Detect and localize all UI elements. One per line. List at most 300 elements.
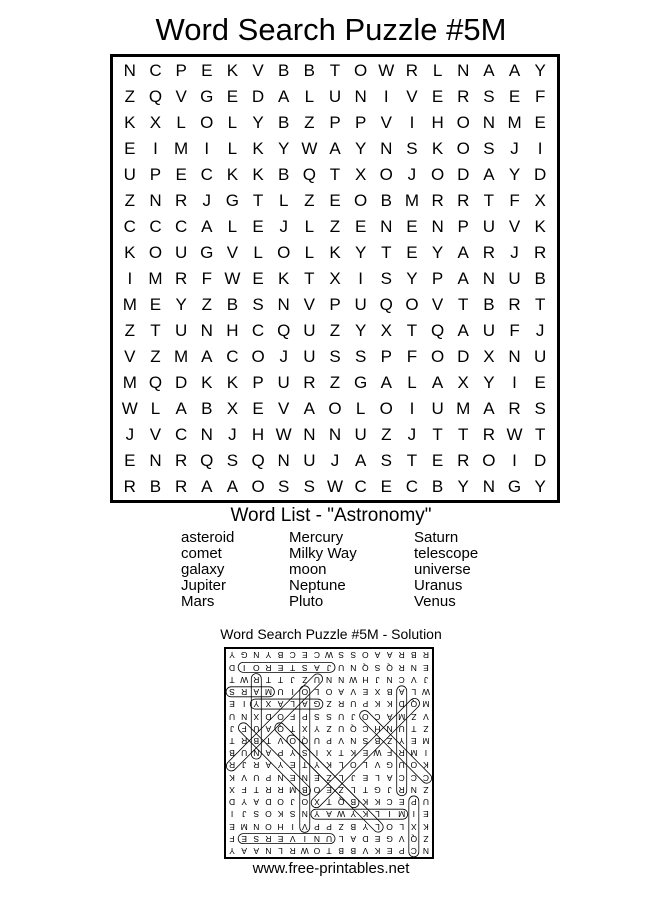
solution-word-outline: [358, 709, 432, 786]
solution-letter: S: [253, 833, 260, 844]
solution-letter: E: [289, 760, 296, 771]
solution-letter: R: [398, 748, 405, 759]
solution-letter: F: [229, 833, 235, 844]
solution-letter: Q: [362, 662, 369, 673]
grid-letter: B: [431, 477, 444, 497]
grid-letter: Y: [354, 242, 367, 262]
solution-letter: A: [253, 846, 260, 857]
grid-letter: E: [252, 268, 264, 288]
solution-letter: R: [265, 662, 272, 673]
grid-letter: R: [174, 477, 188, 497]
solution-letter: A: [326, 809, 332, 820]
grid-letter: C: [251, 321, 265, 341]
grid-letter: T: [406, 451, 418, 471]
grid-letter: Q: [277, 321, 291, 341]
grid-letter: V: [175, 86, 187, 106]
grid-letter: S: [483, 138, 495, 158]
solution-letter: D: [265, 797, 272, 808]
solution-letter: S: [289, 809, 296, 820]
solution-letter: P: [265, 772, 272, 783]
solution-letter: B: [301, 784, 308, 795]
solution-letter: Y: [277, 760, 284, 771]
grid-letter: W: [224, 268, 241, 288]
grid-letter: R: [508, 399, 521, 419]
grid-letter: V: [380, 112, 392, 132]
grid-letter: A: [457, 268, 469, 288]
grid-letter: E: [354, 216, 367, 236]
grid-letter: O: [200, 112, 214, 132]
solution-letter: Q: [410, 699, 418, 710]
solution-letter: X: [326, 748, 332, 759]
solution-letter: R: [241, 687, 248, 698]
solution-letter: T: [229, 736, 235, 747]
solution-letter: C: [362, 723, 369, 734]
grid-letter: Z: [124, 321, 136, 341]
solution-letter: B: [229, 748, 235, 759]
solution-letter: S: [326, 711, 332, 722]
grid-letter: C: [174, 216, 188, 236]
grid-letter: L: [432, 60, 443, 80]
grid-letter: U: [303, 321, 316, 341]
solution-letter: R: [398, 662, 405, 673]
grid-letter: N: [508, 347, 521, 367]
word-list-item: Milky Way: [289, 545, 357, 562]
solution-letter: I: [412, 809, 416, 820]
word-list-item: Mercury: [289, 529, 344, 546]
solution-letter: R: [265, 833, 272, 844]
grid-letter: E: [534, 373, 546, 393]
solution-letter: C: [386, 797, 393, 808]
grid-letter: Z: [329, 321, 341, 341]
solution-letter: N: [241, 711, 248, 722]
grid-letter: N: [431, 216, 444, 236]
solution-letter: U: [229, 711, 236, 722]
grid-letter: A: [354, 451, 367, 471]
solution-letter: X: [301, 723, 308, 734]
grid-letter: J: [125, 425, 135, 445]
solution-letter: X: [411, 821, 417, 832]
solution-letter: K: [374, 699, 381, 710]
solution-letter: B: [277, 650, 284, 661]
solution-letter: K: [277, 809, 284, 820]
grid-letter: W: [326, 477, 344, 497]
grid-letter: V: [303, 295, 316, 315]
grid-letter: B: [278, 112, 290, 132]
grid-letter: R: [457, 190, 470, 210]
solution-letter: A: [398, 687, 405, 698]
grid-letter: N: [200, 425, 213, 445]
word-list-item: universe: [414, 561, 471, 578]
grid-letter: T: [381, 242, 392, 262]
solution-word-outline: [238, 662, 335, 672]
grid-letter: S: [534, 399, 546, 419]
solution-highlights: [226, 649, 432, 857]
solution-letter: T: [277, 674, 284, 685]
grid-letter: S: [483, 86, 495, 106]
grid-letter: E: [252, 399, 264, 419]
grid-letter: M: [122, 295, 137, 315]
grid-letter: O: [482, 451, 496, 471]
grid-letter: N: [457, 60, 470, 80]
grid-letter: Z: [304, 190, 315, 210]
solution-letter: F: [241, 784, 247, 795]
grid-letter: E: [534, 112, 546, 132]
solution-letter: E: [362, 772, 369, 783]
solution-letter: C: [374, 711, 381, 722]
grid-letter: L: [227, 138, 238, 158]
solution-letter: N: [265, 846, 272, 857]
grid-letter: Z: [329, 373, 341, 393]
grid-letter: V: [252, 60, 264, 80]
solution-letter: L: [375, 772, 380, 783]
solution-letter: L: [338, 760, 344, 771]
grid-letter: L: [304, 86, 315, 106]
grid-letter: T: [458, 425, 469, 445]
grid-letter: R: [534, 242, 547, 262]
grid-letter: S: [380, 451, 392, 471]
solution-grid: [224, 647, 434, 859]
grid-letter: E: [329, 190, 341, 210]
solution-letter: S: [253, 809, 260, 820]
solution-letter: V: [374, 760, 381, 771]
solution-letter: A: [241, 846, 248, 857]
grid-letter: E: [431, 451, 444, 471]
solution-letter: J: [242, 760, 247, 771]
solution-letter: R: [253, 674, 260, 685]
grid-letter: J: [510, 138, 519, 158]
grid-letter: E: [175, 164, 187, 184]
solution-letter: Z: [326, 772, 332, 783]
grid-letter: A: [329, 138, 341, 158]
solution-letter: E: [241, 833, 248, 844]
solution-letter: Y: [362, 821, 369, 832]
solution-letter: T: [302, 760, 308, 771]
solution-letter: D: [265, 711, 272, 722]
word-list-item: asteroid: [181, 529, 235, 546]
solution-title: Word Search Puzzle #5M - Solution: [220, 626, 442, 642]
solution-letter: E: [229, 821, 235, 832]
solution-letter: V: [241, 772, 248, 783]
solution-letter: Y: [314, 723, 320, 734]
grid-letter: R: [431, 190, 444, 210]
solution-letter: U: [253, 772, 260, 783]
solution-letter: A: [265, 760, 272, 771]
grid-letter: Z: [124, 190, 136, 210]
grid-letter: U: [508, 268, 521, 288]
solution-letter: D: [229, 797, 236, 808]
solution-letter: G: [386, 760, 393, 771]
solution-letter: V: [301, 821, 308, 832]
grid-letter: O: [277, 242, 291, 262]
grid-letter: P: [457, 216, 469, 236]
grid-letter: X: [534, 190, 546, 210]
word-list-item: Venus: [414, 593, 456, 610]
grid-letter: P: [329, 112, 341, 132]
solution-letter: H: [362, 674, 369, 685]
solution-letter: N: [253, 748, 260, 759]
grid-letter: Q: [251, 451, 265, 471]
solution-letter: J: [290, 797, 295, 808]
solution-letter: S: [362, 736, 369, 747]
grid-letter: X: [483, 347, 495, 367]
solution-letter: V: [338, 736, 344, 747]
solution-letter: L: [399, 821, 405, 832]
solution-letter: N: [350, 662, 357, 673]
solution-letter: U: [338, 662, 345, 673]
grid-letter: M: [148, 268, 163, 288]
solution-letter: W: [421, 687, 430, 698]
grid-letter: R: [123, 477, 136, 497]
solution-letter: Q: [277, 723, 284, 734]
solution-letter: K: [423, 760, 429, 771]
solution-letter: T: [229, 674, 235, 685]
grid-letter: D: [457, 347, 470, 367]
solution-letter: L: [290, 699, 296, 710]
grid-letter: U: [277, 373, 290, 393]
solution-word-outline: [236, 721, 312, 798]
solution-letter: Z: [326, 699, 332, 710]
grid-letter: F: [406, 347, 418, 367]
grid-letter: F: [509, 321, 520, 341]
grid-letter: Q: [302, 164, 316, 184]
solution-letter: R: [253, 760, 260, 771]
grid-letter: W: [121, 399, 138, 419]
solution-letter: I: [291, 821, 294, 832]
solution-letter: Z: [338, 821, 344, 832]
grid-letter: I: [383, 86, 389, 106]
solution-letter: C: [410, 772, 417, 783]
grid-letter: E: [201, 60, 213, 80]
solution-letter: T: [265, 674, 272, 685]
grid-letter: Z: [124, 86, 136, 106]
grid-letter: D: [534, 451, 547, 471]
solution-letter: Y: [398, 736, 405, 747]
solution-letter: S: [314, 711, 320, 722]
solution-letter: F: [290, 711, 296, 722]
grid-letter: O: [379, 164, 393, 184]
solution-letter: R: [398, 784, 405, 795]
site-url: www.free-printables.net: [252, 860, 410, 877]
solution-letter: N: [410, 662, 417, 673]
grid-letter: N: [303, 425, 316, 445]
grid-letter: R: [508, 295, 521, 315]
solution-letter: O: [349, 760, 357, 771]
solution-letter: V: [411, 674, 417, 685]
solution-letter: L: [375, 809, 380, 820]
grid-letter: E: [124, 451, 136, 471]
solution-letter: Y: [229, 650, 235, 661]
grid-letter: Y: [252, 112, 264, 132]
solution-letter: Q: [349, 723, 357, 734]
solution-letter: Z: [423, 784, 429, 795]
solution-letter: U: [241, 748, 248, 759]
grid-letter: U: [174, 321, 188, 341]
solution-letter: T: [411, 723, 417, 734]
word-list-item: Saturn: [414, 529, 459, 546]
solution-letter: R: [265, 784, 272, 795]
solution-letter: N: [253, 821, 260, 832]
solution-letter: K: [229, 772, 235, 783]
grid-letter: A: [201, 347, 213, 367]
solution-letter: N: [338, 674, 345, 685]
solution-letter: Z: [338, 784, 344, 795]
grid-letter: A: [175, 399, 187, 419]
solution-letter: X: [253, 711, 260, 722]
grid-letter: U: [123, 164, 136, 184]
grid-letter: N: [482, 112, 496, 132]
grid-letter: A: [380, 373, 392, 393]
grid-letter: Y: [175, 295, 187, 315]
solution-letter: P: [277, 748, 284, 759]
solution-letter: L: [338, 772, 344, 783]
solution-letter: A: [338, 687, 344, 698]
solution-letter: C: [313, 650, 320, 661]
grid-letter: I: [127, 268, 133, 288]
solution-letter: P: [398, 846, 405, 857]
solution-letter: R: [289, 846, 296, 857]
grid-letter: K: [329, 242, 341, 262]
solution-letter: L: [350, 784, 356, 795]
grid-letter: J: [510, 242, 519, 262]
grid-letter: K: [252, 138, 264, 158]
grid-letter: W: [275, 425, 292, 445]
solution-letter: J: [375, 674, 380, 685]
grid-letter: D: [174, 373, 188, 393]
solution-letter: I: [315, 748, 319, 759]
grid-letter: S: [278, 477, 290, 497]
solution-letter: K: [326, 760, 332, 771]
solution-letter: O: [265, 809, 272, 820]
grid-letter: L: [227, 112, 238, 132]
solution-letter: Z: [302, 674, 308, 685]
grid-letter: O: [379, 399, 393, 419]
grid-letter: F: [534, 86, 546, 106]
solution-letter: P: [326, 736, 332, 747]
solution-letter: T: [326, 797, 332, 808]
solution-letter: C: [289, 650, 296, 661]
grid-letter: P: [252, 373, 264, 393]
solution-letter: T: [326, 846, 332, 857]
solution-letter: Z: [411, 711, 417, 722]
solution-letter: V: [289, 833, 296, 844]
grid-letter: I: [409, 399, 415, 419]
grid-letter: A: [483, 164, 495, 184]
solution-letter: Y: [289, 748, 296, 759]
word-list-item: Neptune: [289, 577, 346, 594]
grid-letter: S: [406, 138, 418, 158]
grid-letter: A: [201, 477, 213, 497]
solution-letter: S: [338, 650, 344, 661]
grid-letter: A: [483, 60, 495, 80]
grid-letter: A: [278, 86, 290, 106]
grid-letter: T: [329, 164, 341, 184]
grid-letter: V: [124, 347, 136, 367]
grid-letter: N: [200, 321, 213, 341]
grid-letter: D: [534, 164, 547, 184]
grid-letter: B: [201, 399, 213, 419]
solution-letter: X: [374, 687, 381, 698]
solution-letter: C: [422, 772, 430, 783]
grid-letter: U: [431, 399, 444, 419]
grid-letter: J: [279, 347, 288, 367]
solution-letter: U: [338, 723, 345, 734]
solution-letter: Y: [314, 809, 320, 820]
solution-letter: R: [277, 784, 284, 795]
grid-letter: L: [278, 190, 289, 210]
grid-letter: V: [278, 399, 290, 419]
grid-letter: B: [483, 295, 495, 315]
solution-letter: H: [374, 723, 381, 734]
grid-letter: A: [303, 399, 316, 419]
solution-letter: V: [362, 846, 369, 857]
solution-letter: X: [314, 797, 320, 808]
solution-letter: S: [374, 662, 381, 673]
grid-letter: E: [406, 216, 418, 236]
grid-letter: N: [149, 451, 162, 471]
grid-letter: C: [123, 216, 136, 236]
solution-letter: R: [422, 650, 430, 661]
grid-letter: J: [407, 425, 417, 445]
solution-letter: A: [253, 797, 260, 808]
solution-letter: J: [229, 723, 235, 734]
grid-letter: G: [354, 373, 368, 393]
solution-letter: K: [374, 846, 381, 857]
solution-letter: Q: [301, 736, 309, 747]
solution-letter: G: [313, 699, 321, 710]
solution-letter: E: [289, 772, 296, 783]
grid-letter: S: [329, 347, 341, 367]
grid-letter: T: [406, 321, 418, 341]
solution-letter: P: [362, 699, 369, 710]
solution-letter: U: [313, 674, 320, 685]
grid-letter: L: [407, 373, 417, 393]
solution-letter: S: [350, 650, 357, 661]
solution-letter: U: [325, 833, 333, 844]
solution-letter: C: [398, 772, 405, 783]
grid-letter: K: [226, 60, 239, 80]
grid-letter: P: [380, 347, 392, 367]
solution-letter: W: [240, 674, 249, 685]
grid-letter: F: [201, 268, 212, 288]
grid-letter: L: [304, 216, 315, 236]
solution-letter: N: [386, 674, 393, 685]
solution-letter: T: [362, 784, 368, 795]
grid-letter: Y: [354, 138, 367, 158]
solution-letter: R: [241, 736, 248, 747]
solution-letter: P: [301, 711, 308, 722]
grid-letter: N: [277, 295, 290, 315]
solution-letter: O: [265, 821, 272, 832]
solution-letter: M: [410, 748, 418, 759]
grid-letter: J: [279, 216, 288, 236]
grid-letter: C: [226, 347, 239, 367]
grid-letter: O: [148, 242, 163, 262]
grid-letter: E: [149, 295, 162, 315]
solution-letter: L: [338, 833, 344, 844]
grid-letter: O: [456, 112, 470, 132]
grid-letter: M: [507, 112, 522, 132]
solution-letter: I: [230, 809, 234, 820]
solution-letter: E: [314, 772, 320, 783]
solution-letter: V: [398, 833, 405, 844]
solution-letter: W: [325, 650, 334, 661]
grid-letter: C: [200, 164, 213, 184]
grid-letter: I: [358, 268, 363, 288]
word-list-item: telescope: [414, 545, 479, 562]
solution-letter: E: [374, 833, 381, 844]
solution-letter: N: [253, 650, 260, 661]
grid-letter: O: [430, 164, 445, 184]
